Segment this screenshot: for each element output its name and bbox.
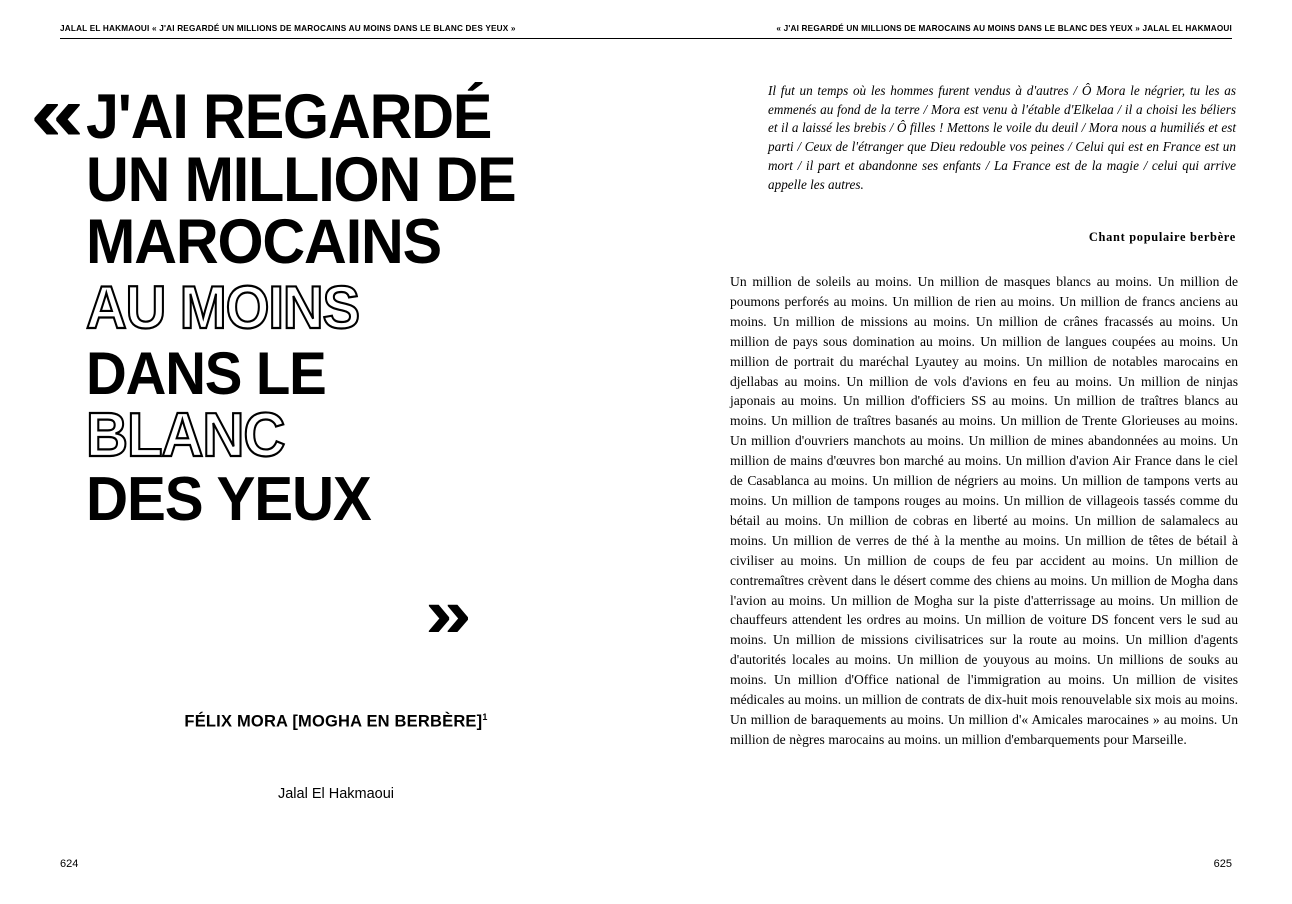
epigraph-source: Chant populaire berbère: [1088, 230, 1236, 244]
running-head-left: JALAL EL HAKMAOUI « J'AI REGARDÉ UN MILLIONS DE MAROCAINS AU MOINS DANS LE BLANC DES YEUX »: [60, 24, 516, 33]
title-line-4: AU MOINS: [86, 273, 359, 341]
folio-right: 625: [1213, 858, 1232, 870]
page-title: [86, 82, 626, 534]
closing-quotation-mark: »: [425, 574, 472, 652]
author-name: Jalal El Hakmaoui: [277, 786, 395, 802]
epigraph-text: Il fut un temps où les hommes furent vendus à d'autres / Ô Mora le négrier, tu les as emmenés au fond de la terre / Mora est venu à l'étable d'Elkelaa / il a choisi les béliers et il a laissé les brebis / Ô filles ! Mettons le voile du deuil / Mora nous a humiliés et est parti / Ceux de l'étranger que Dieu redouble vos peines / Celui qui est en France est un mort / il part et abandonne ses enfants / La France est de la magie / celui qui arrive appelle les autres.: [768, 83, 1236, 192]
title-line-3: MAROCAINS: [86, 207, 442, 278]
folio-left: 624: [60, 858, 79, 870]
attribution-footnote-marker: 1: [482, 712, 488, 722]
opening-quotation-mark: «: [30, 69, 85, 157]
title-line-5: DANS LE: [86, 339, 326, 407]
title-line-6: BLANC: [86, 401, 285, 471]
title-line-2: UN MILLION DE: [86, 144, 516, 215]
running-head-right: « J'AI REGARDÉ UN MILLIONS DE MAROCAINS AU MOINS DANS LE BLANC DES YEUX » JALAL EL HAKMAOUI: [776, 24, 1232, 33]
attribution-text: FÉLIX MORA [MOGHA EN BERBÈRE]: [184, 712, 483, 731]
title-line-7: DES YEUX: [86, 464, 371, 534]
title-attribution: [86, 712, 586, 732]
body-text: Un million de soleils au moins. Un million de masques blancs au moins. Un million de poumons perforés au moins. Un million de rien au moins. Un million de francs anciens au moins. Un million de missions au moins. Un million de crânes fracassés au moins. Un million de pays sous domination au moins. Un million de langues coupées au moins. Un million de portrait du maréchal Lyautey au moins. Un million de notables marocains en djellabas au moins. Un million de vols d'avions en feu au moins. Un million de ninjas japonais au moins. Un million d'officiers SS au moins. Un million de traîtres blancs au moins. Un million de traîtres basanés au moins. Un million de Trente Glorieuses au moins. Un million d'ouvriers manchots au moins. Un million de mines abandonnées au moins. Un million de mains d'œuvres bon marché au moins. Un million d'avion Air France dans le ciel de Casablanca au moins. Un million de négriers au moins. Un million de tampons verts au moins. Un million de tampons rouges au moins. Un million de villageois tassés comme du bétail au moins. Un million de cobras en liberté au moins. Un million de salamalecs au moins. Un million de verres de thé à la menthe au moins. Un million de têtes de bétail à civiliser au moins. Un million de coups de feu par accident au moins. Un million de contremaîtres crèvent dans le désert comme des chiens au moins. Un million de Mogha dans l'avion au moins. Un million de Mogha sur la piste d'atterrissage au moins. Un million de chauffeurs attendent les ordres au moins. Un million de voiture DS foncent vers le sud au moins. Un million de missions civilisatrices sur la route au moins. Un million d'agents d'autorités locales au moins. Un million de youyous au moins. Un millions de souks au moins. Un million d'Office national de l'immigration au moins. Un million de visites médicales au moins. un million de contrats de dix-huit mois renouvelable six mois au moins. Un million de baraquements au moins. Un million d'« Amicales marocaines » au moins. Un million de nègres marocains au moins. un million d'embarquements pour Marseille.: [730, 274, 1238, 747]
title-line-1: J'AI REGARDÉ: [86, 82, 492, 152]
right-page: [646, 0, 1292, 904]
